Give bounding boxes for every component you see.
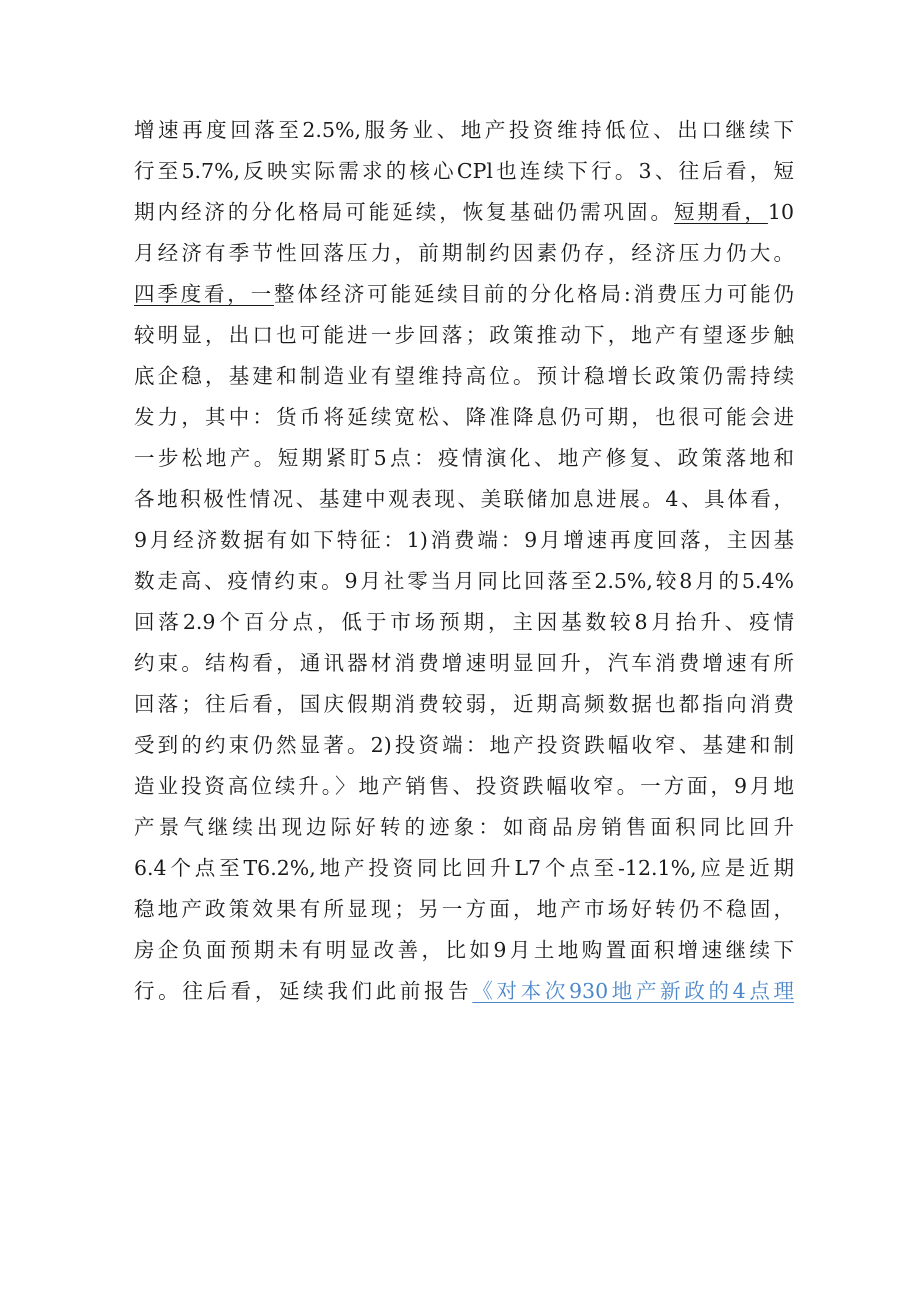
text-line-13: 回落2.9个百分点，低于市场预期，主因基数较8月抬升、疫情 <box>134 610 794 634</box>
text-line-1: 增速再度回落至2.5%,服务业、地产投资维持低位、出口继续下 <box>134 118 794 142</box>
text-line-5 <box>134 274 794 314</box>
text-line-9: 一步松地产。短期紧盯5点：疫情演化、地产修复、政策落地和 <box>134 446 794 470</box>
underlined-short-term-heading: 短期看， <box>674 200 768 224</box>
text-line-4: 月经济有季节性回落压力，前期制约因素仍存，经济压力仍大。 <box>134 241 794 265</box>
text-line-16: 受到的约束仍然显著。2)投资端：地产投资跌幅收窄、基建和制 <box>134 733 794 757</box>
text-line-2: 行至5.7%,反映实际需求的核心CPl也连续下行。3、往后看，短 <box>134 159 794 183</box>
text-line-14: 约束。结构看，通讯器材消费增速明显回升，汽车消费增速有所 <box>134 651 794 675</box>
text-line-12: 数走高、疫情约束。9月社零当月同比回落至2.5%,较8月的5.4% <box>134 569 794 593</box>
text-line-22-start: 行。往后看，延续我们此前报告 <box>134 979 473 1003</box>
text-line-3-start: 期内经济的分化格局可能延续，恢复基础仍需巩固。 <box>134 200 674 224</box>
text-line-6: 较明显，出口也可能进一步回落；政策推动下，地产有望逐步触 <box>134 323 794 347</box>
underlined-q4-heading: 四季度看，一 <box>134 282 274 306</box>
text-line-10: 各地积极性情况、基建中观表现、美联储加息进展。4、具体看， <box>134 487 794 511</box>
text-line-7: 底企稳，基建和制造业有望维持高位。预计稳增长政策仍需持续 <box>134 364 794 388</box>
text-line-18: 产景气继续出现边际好转的迹象：如商品房销售面积同比回升 <box>134 815 794 839</box>
text-line-19: 6.4个点至T6.2%,地产投资同比回升L7个点至-12.1%,应是近期 <box>134 856 794 880</box>
text-line-3-end: 10 <box>767 200 795 224</box>
report-link[interactable]: 《对本次930地产新政的4点理 <box>472 979 795 1003</box>
text-line-20: 稳地产政策效果有所显现；另一方面，地产市场好转仍不稳固， <box>134 897 794 921</box>
text-line-22 <box>134 971 794 1011</box>
text-line-8: 发力，其中：货币将延续宽松、降准降息仍可期，也很可能会进 <box>134 405 794 429</box>
text-line-3 <box>134 192 794 232</box>
text-line-15: 回落；往后看，国庆假期消费较弱，近期高频数据也都指向消费 <box>134 692 794 716</box>
text-line-11: 9月经济数据有如下特征：1)消费端：9月增速再度回落，主因基 <box>134 528 794 552</box>
text-line-5-end: 整体经济可能延续目前的分化格局:消费压力可能仍 <box>273 282 795 306</box>
text-line-17: 造业投资高位续升。〉地产销售、投资跌幅收窄。一方面，9月地 <box>134 774 794 798</box>
text-line-21: 房企负面预期未有明显改善，比如9月土地购置面积增速继续下 <box>134 938 794 962</box>
